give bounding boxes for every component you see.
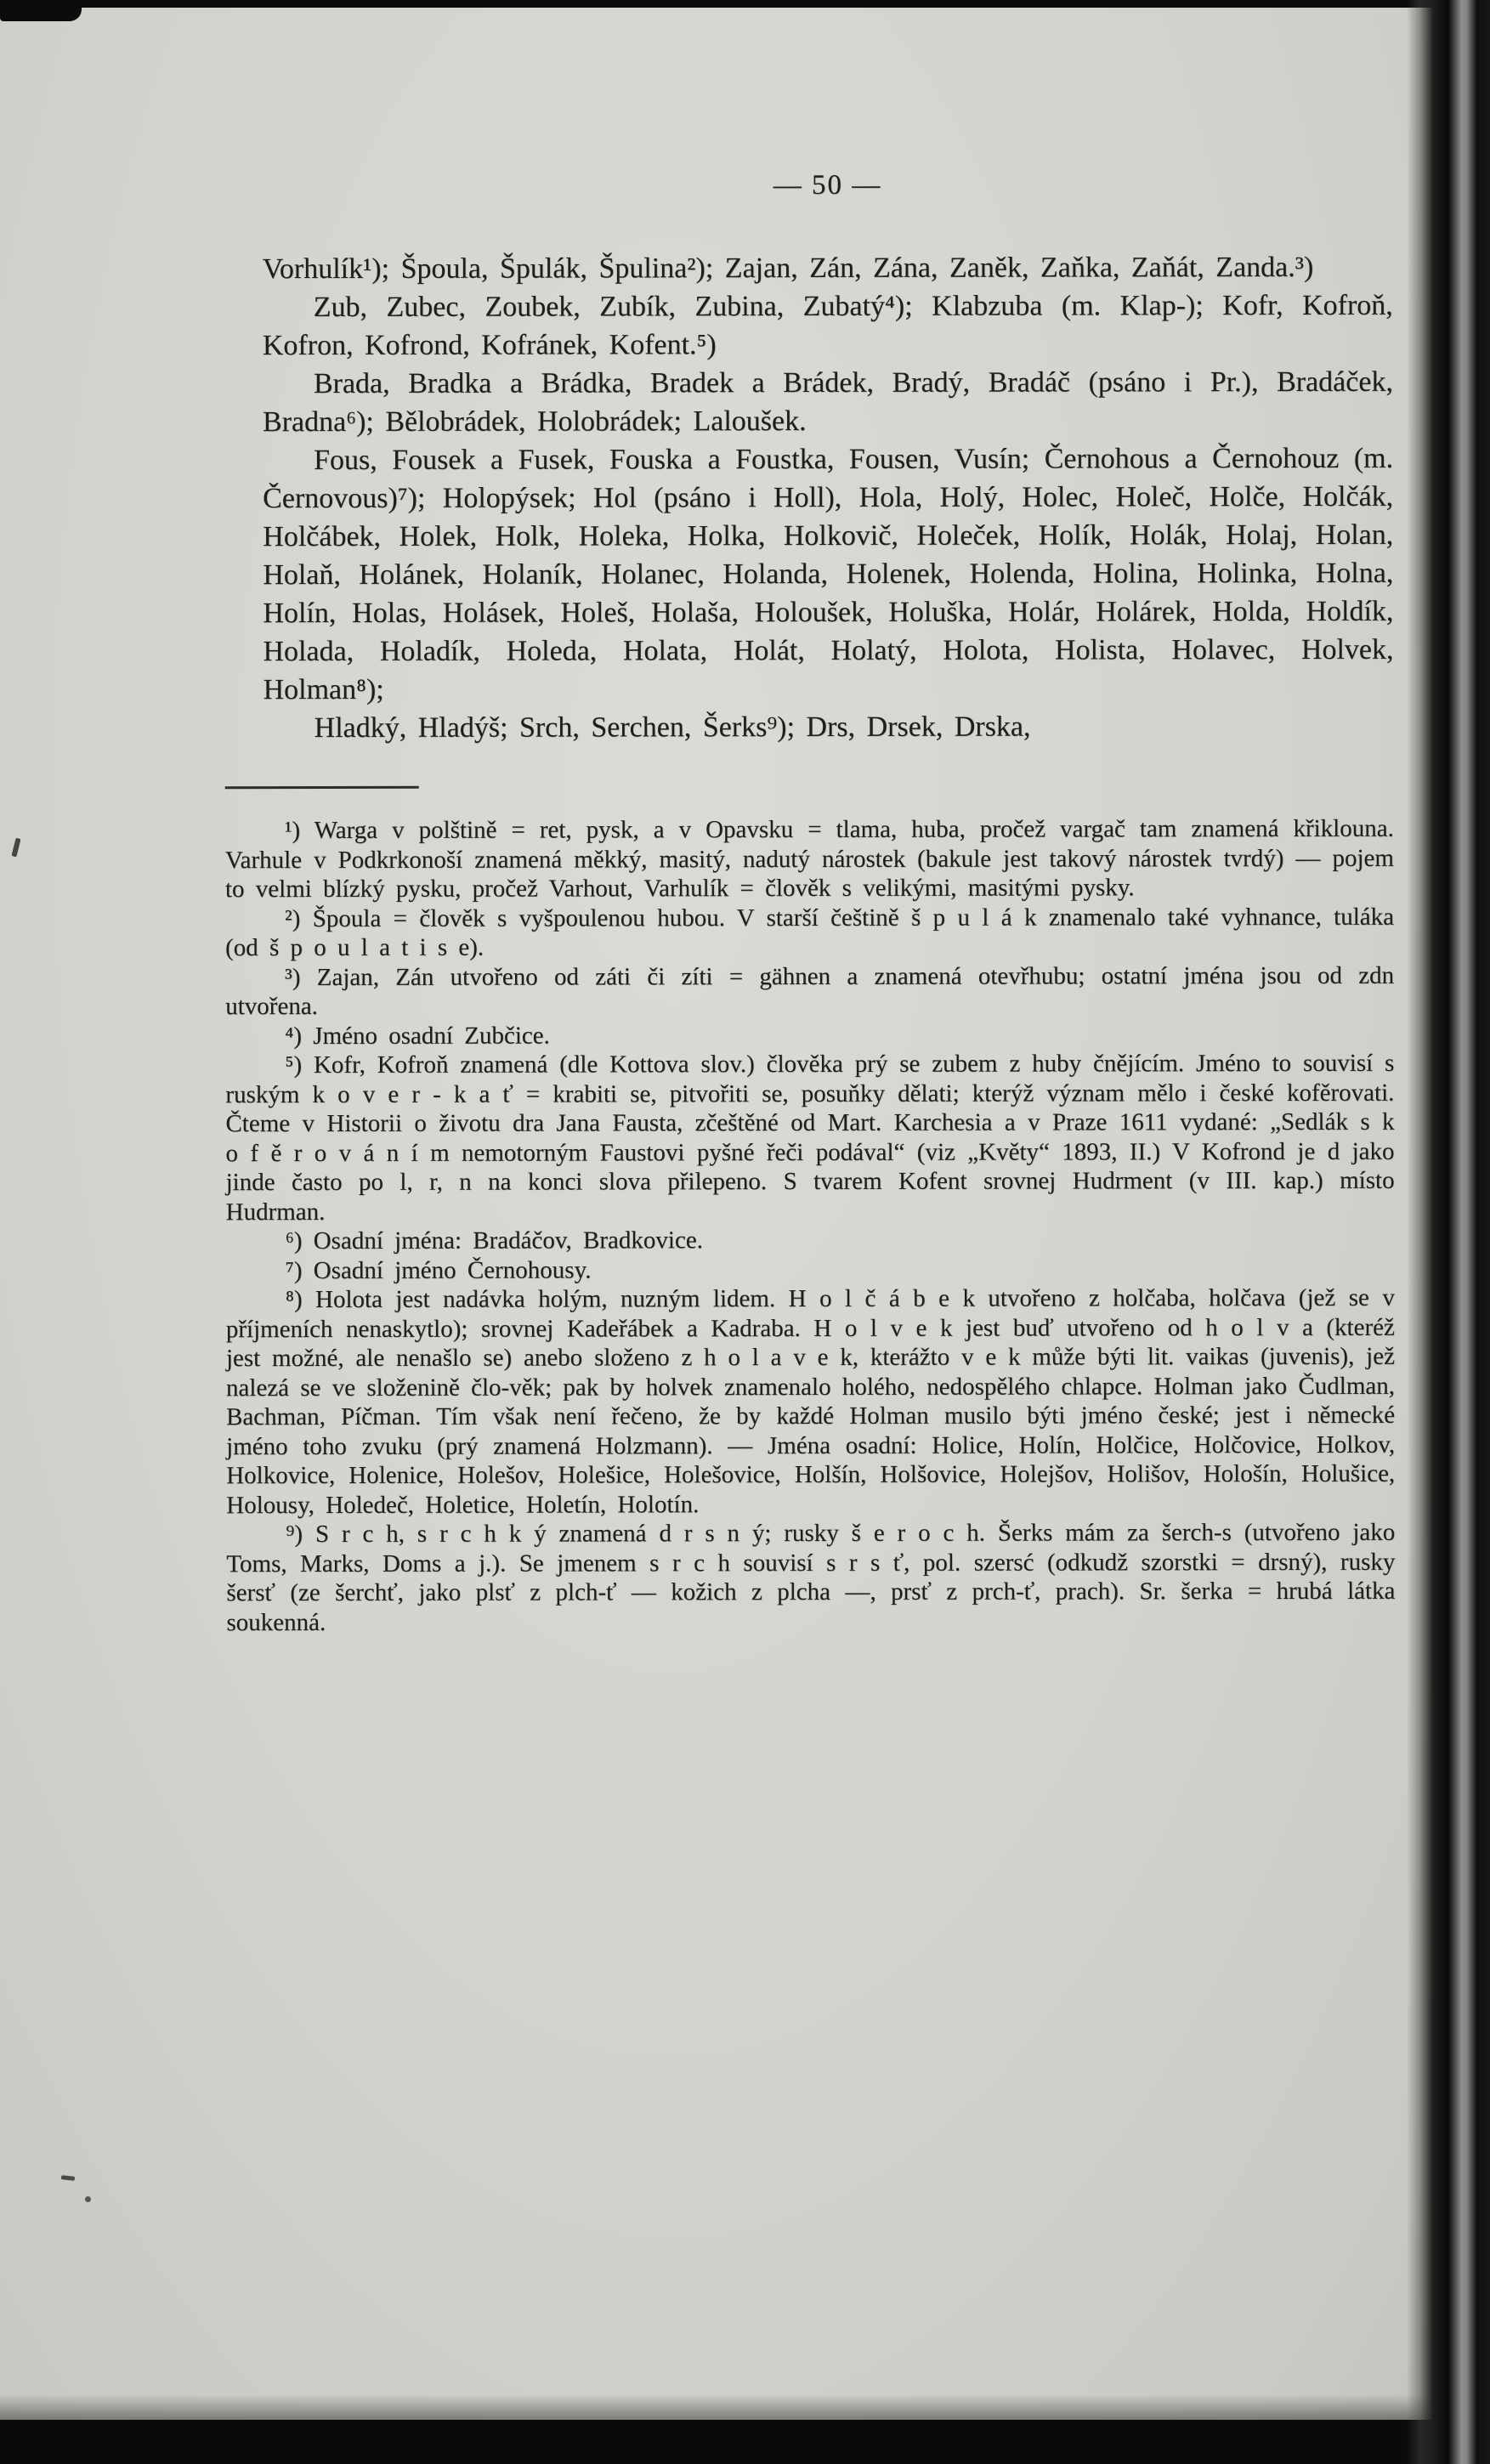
scan-edge-top-left-blob (0, 0, 82, 21)
footnote-7: ⁷) Osadní jméno Černohousy. (285, 1255, 592, 1284)
body-text (263, 248, 1394, 747)
page-text-block (224, 169, 1395, 1637)
footnote-9: ⁹) S r c h, s r c h k ý znamená d r s n ý; rusky š e r o c h. Šerks mám za šerch-s (utvořeno jako Toms, Marks, Doms a j.). Se jmenem s r c h souvisí s r s ť, pol. szersć (odkudž szorstki = drsný), rusky šersť (ze šerchť, jako plsť z plch-ť — kožich z plcha —, prsť z prch-ť, prach). Sr. šerka = hrubá látka soukenná. (226, 1518, 1396, 1636)
page-number: — 50 — (773, 169, 882, 201)
body-paragraph-1: Vorhulík¹); Špoula, Špulák, Špulina²); Zajan, Zán, Zána, Zaněk, Zaňka, Zaňát, Zanda.³) (262, 251, 1314, 286)
scan-edge-top (0, 0, 1490, 8)
scan-speck-left (11, 838, 20, 858)
body-paragraph-5: Hladký, Hladýš; Srch, Serchen, Šerks⁹); Drs, Drsek, Drska, (314, 711, 1031, 745)
body-paragraph-4: Fous, Fousek a Fusek, Fouska a Foustka, Fousen, Vusín; Černohous a Černohouz (m. Černovous)⁷); Holopýsek; Hol (psáno i Holl), Hola, Holý, Holec, Holeč, Holče, Holčák, Holčábek, Holek, Holk, Holeka, Holka, Holkovič, Holeček, Holík, Holák, Holaj, Holan, Holaň, Holánek, Holaník, Holanec, Holanda, Holenek, Holenda, Holina, Holinka, Holna, Holín, Holas, Holásek, Holeš, Holaša, Holoušek, Holuška, Holár, Holárek, Holda, Holdík, Holada, Holadík, Holeda, Holata, Holát, Holatý, Holota, Holista, Holavec, Holvek, Holman⁸); (263, 442, 1394, 706)
footnote-separator-rule (225, 786, 419, 789)
footnote-5: ⁵) Kofr, Kofroň znamená (dle Kottova slov.) člověka prý se zubem z huby čnějícím. Jméno to souvisí s ruským k o v e r - k a ť = krabiti se, pitvořiti se, posuňky dělati; kterýž význam mělo i české kofěrovati. Čteme v Historii o životu dra Jana Fausta, zčeštěné od Mart. Karchesia a v Praze 1611 vydané: „Sedlák s k o f ě r o v á n í m nemotorným Faustovi pyšné řeči podával“ (viz „Květy“ 1893, II.) V Kofrond je d jako jinde často po l, r, n na konci slova přilepeno. S tvarem Kofent srovnej Hudrment (v III. kap.) místo Hudrman. (225, 1049, 1395, 1226)
footnote-4: ⁴) Jméno osadní Zubčice. (285, 1022, 550, 1050)
footnote-3: ³) Zajan, Zán utvořeno od záti či zíti = gähnen a znamená otevřhubu; ostatní jména jsou od zdn utvořena. (225, 961, 1395, 1021)
footnotes-block (225, 814, 1396, 1637)
footnote-6: ⁶) Osadní jména: Bradáčov, Bradkovice. (285, 1226, 703, 1255)
scan-edge-bottom (0, 2420, 1490, 2464)
footnote-8: ⁸) Holota jest nadávka holým, nuzným lidem. H o l č á b e k utvořeno z holčaba, holčava (jež se v příjmeních nenaskytlo); srovnej Kadeřábek a Kadraba. H o l v e k jest buď utvořeno od h o l v a (kteréž jest možné, ale nenašlo se) anebo složeno z h o l a v e k, kterážto v e k může býti lit. vaikas (juvenis), jež nalezá se ve složenině člo-věk; pak by holvek znamenalo holého, nedospělého chlapce. Holman jako Čudlman, Bachman, Píčman. Tím však není řečeno, že by každé Holman musilo býti jméno české; jest i německé jméno toho zvuku (prý znamená Holzmann). — Jména osadní: Holice, Holín, Holčice, Holčovice, Holkov, Holkovice, Holenice, Holešov, Holešice, Holešovice, Holšín, Holšovice, Holejšov, Holišov, Hološín, Holušice, Holousy, Holedeč, Holetice, Holetín, Holotín. (225, 1283, 1396, 1519)
scan-speck-bottom-dash (61, 2175, 75, 2181)
footnote-1: ¹) Warga v polštině = ret, pysk, a v Opavsku = tlama, huba, pročež vargač tam znamená křiklouna. Varhule v Podkrkonoší znamená měkký, masitý, nadutý nárostek (bakule jest takový nárostek tvrdý) — pojem to velmi blízký pysku, pročež Varhout, Varhulík = člověk s velikými, masitými pysky. (224, 814, 1394, 903)
scan-speck-bottom-dot (85, 2196, 91, 2202)
body-paragraph-3: Brada, Bradka a Brádka, Bradek a Brádek, Bradý, Bradáč (psáno i Pr.), Bradáček, Bradna⁶); Bělobrádek, Holobrádek; Laloušek. (262, 365, 1393, 439)
scan-edge-right-binding (1407, 0, 1490, 2464)
scan-edge-bottom-shadow (0, 2394, 1490, 2420)
footnote-2: ²) Špoula = člověk s vyšpoulenou hubou. V starší češtině š p u l á k znamenalo také vyhnance, tuláka (od š p o u l a t i s e). (225, 903, 1395, 962)
body-paragraph-2: Zub, Zubec, Zoubek, Zubík, Zubina, Zubatý⁴); Klabzuba (m. Klap-); Kofr, Kofroň, Kofron, Kofrond, Kofránek, Kofent.⁵) (262, 289, 1393, 362)
